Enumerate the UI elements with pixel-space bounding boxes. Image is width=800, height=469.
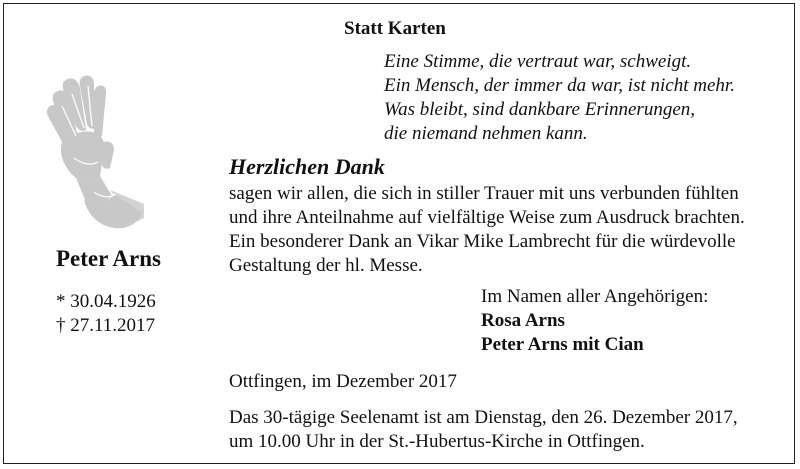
death-date: † 27.11.2017	[56, 315, 156, 336]
poem	[384, 50, 735, 146]
life-dates	[56, 290, 156, 338]
poem-line: Eine Stimme, die vertraut war, schweigt.	[384, 51, 692, 72]
birth-date: * 30.04.1926	[56, 291, 156, 312]
poem-line: Ein Mensch, der immer da war, ist nicht mehr.	[384, 75, 735, 96]
poem-line: Was bleibt, sind dankbare Erinnerungen,	[384, 99, 696, 120]
praying-hands-graphic	[44, 72, 146, 232]
place-date: Ottfingen, im Dezember 2017	[229, 371, 457, 392]
deceased-name: Peter Arns	[56, 246, 161, 271]
thanks-title: Herzlichen Dank	[229, 154, 385, 179]
poem-line: die niemand nehmen kann.	[384, 123, 588, 144]
signature-intro: Im Namen aller Angehörigen:	[481, 286, 709, 307]
notice-line: um 10.00 Uhr in der St.-Hubertus-Kirche in Ottfingen.	[229, 431, 645, 452]
signature-name: Peter Arns mit Cian	[481, 334, 644, 355]
praying-hands-icon	[44, 72, 146, 232]
thanks-line: Gestaltung der hl. Messe.	[229, 255, 423, 276]
header-title: Statt Karten	[344, 18, 446, 39]
thanks-body	[229, 182, 745, 278]
mass-notice	[229, 406, 738, 454]
notice-line: Das 30-tägige Seelenamt ist am Dienstag, den 26. Dezember 2017,	[229, 407, 738, 428]
thanks-line: Ein besonderer Dank an Vikar Mike Lambrecht für die würdevolle	[229, 231, 736, 252]
thanks-line: sagen wir allen, die sich in stiller Trauer mit uns verbunden fühlten	[229, 183, 739, 204]
signature-name: Rosa Arns	[481, 310, 565, 331]
thanks-line: und ihre Anteilnahme auf vielfältige Weise zum Ausdruck brachten.	[229, 207, 745, 228]
